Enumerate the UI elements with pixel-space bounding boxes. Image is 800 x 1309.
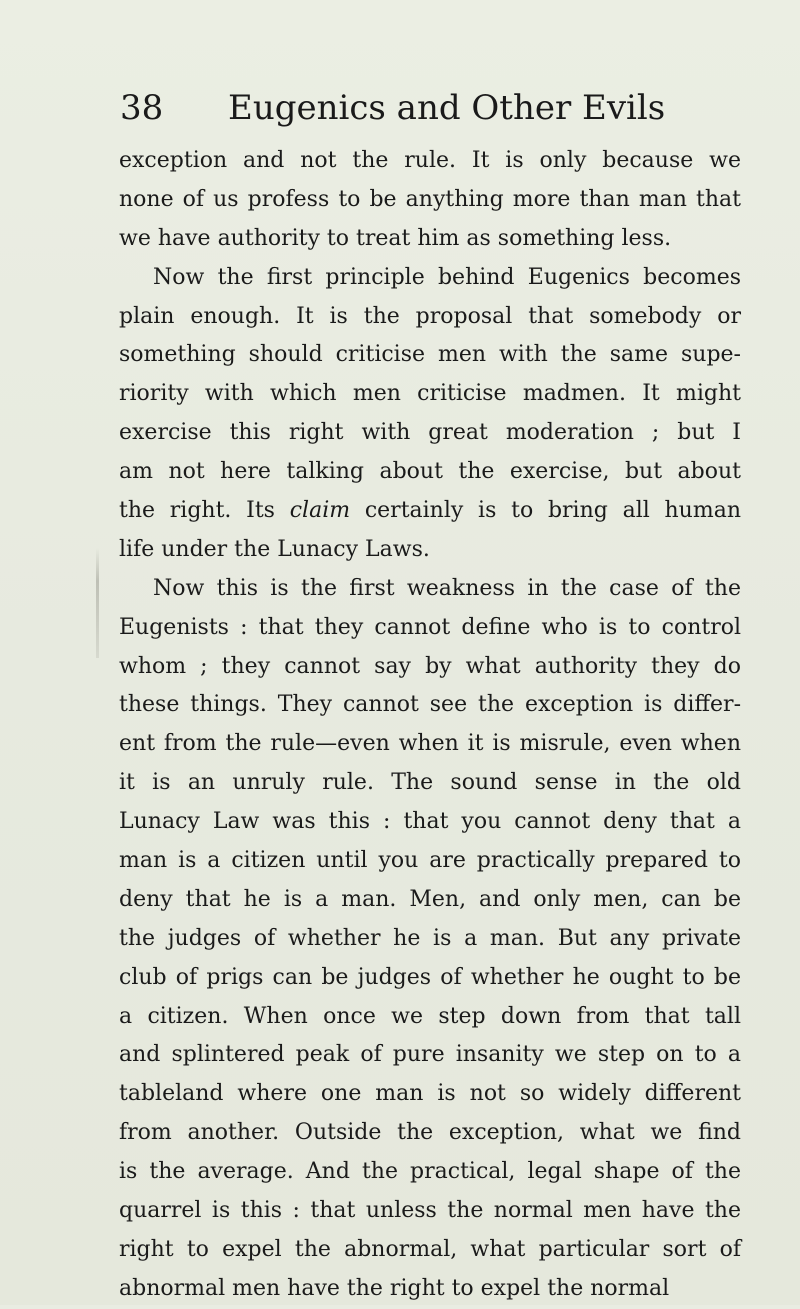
text-line: from another. Outside the exception, what we find [119, 1120, 741, 1146]
text-line: Eugenists : that they cannot define who is to control [119, 614, 741, 640]
text-line: we have authority to treat him as something less. [119, 225, 672, 251]
text-line: tableland where one man is not so widely different [119, 1081, 741, 1107]
text-line: exercise this right with great moderation ; but I [119, 420, 741, 446]
text-line [119, 492, 741, 531]
text-line: ent from the rule—even when it is misrule, even when [119, 731, 741, 757]
text-line: Lunacy Law was this : that you cannot deny that a [119, 809, 741, 835]
body-text [119, 142, 741, 1309]
text-line: Now the first principle behind Eugenics becomes [153, 264, 741, 290]
text-line: quarrel is this : that unless the normal men have the [119, 1198, 741, 1224]
italic-word: claim [289, 498, 351, 524]
text-line: these things. They cannot see the exception is differ- [119, 692, 741, 718]
text-line: am not here talking about the exercise, but about [119, 459, 741, 485]
text-line: right to expel the abnormal, what particular sort of [119, 1236, 741, 1262]
text-line: exception and not the rule. It is only because we [119, 148, 741, 173]
text-line: deny that he is a man. Men, and only men, can be [119, 886, 741, 912]
page-number: 38 [120, 88, 164, 128]
text-line: life under the Lunacy Laws. [119, 536, 430, 562]
page-header [120, 82, 740, 142]
text-line: riority with which men criticise madmen. It might [119, 381, 741, 407]
running-head: Eugenics and Other Evils [228, 88, 666, 128]
text-line: whom ; they cannot say by what authority they do [119, 653, 741, 679]
text-line: is the average. And the practical, legal shape of the [119, 1159, 741, 1185]
line-part: the right. Its [119, 498, 290, 524]
text-line: a citizen. When once we step down from that tall [119, 1003, 741, 1029]
text-line: plain enough. It is the proposal that somebody or [119, 303, 741, 329]
text-line: abnormal men have the right to expel the normal [119, 1275, 670, 1301]
margin-mark [96, 548, 99, 658]
text-line: the judges of whether he is a man. But any private [119, 925, 741, 951]
text-line: man is a citizen until you are practically prepared to [119, 848, 741, 874]
text-line: club of prigs can be judges of whether he ought to be [119, 964, 741, 990]
text-line: none of us profess to be anything more than man that [119, 186, 741, 212]
line-part: certainly is to bring all human [350, 498, 741, 524]
text-line: Now this is the first weakness in the case of the [153, 575, 741, 601]
text-line: and splintered peak of pure insanity we step on to a [119, 1042, 741, 1068]
text-line: it is an unruly rule. The sound sense in the old [119, 770, 741, 796]
text-line: something should criticise men with the same supe- [119, 342, 741, 368]
